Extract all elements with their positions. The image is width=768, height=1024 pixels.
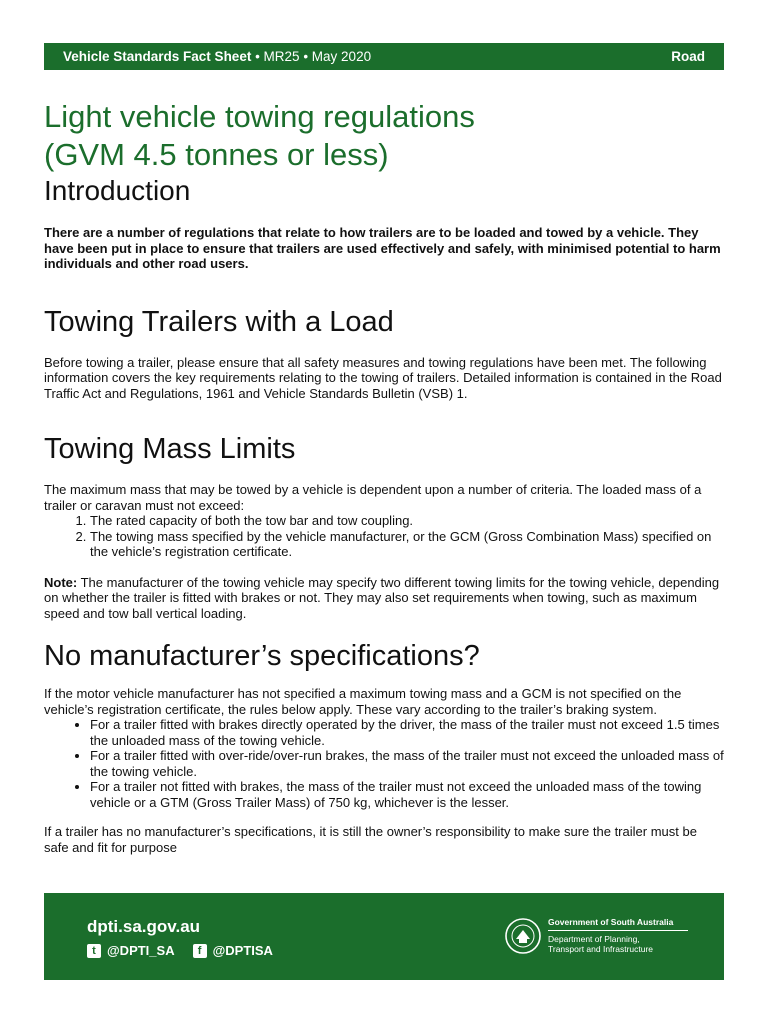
document-body (44, 98, 724, 855)
gov-name: Government of South Australia (548, 917, 688, 931)
dept-line-1: Department of Planning, (548, 934, 640, 944)
header-series (63, 49, 371, 64)
facebook-icon: f (193, 944, 207, 958)
towing-trailers-heading: Towing Trailers with a Load (44, 305, 394, 338)
no-specs-closing: If a trailer has no manufacturer’s specifications, it is still the owner’s responsibility to make sure the trailer must be safe and fit for purpose (44, 824, 697, 855)
note-text: The manufacturer of the towing vehicle may specify two different towing limits for the towing vehicle, depending on whether the trailer is fitted with brakes or not. They may also set requirements when towing, such as maximum speed and tow ball vertical loading. (44, 574, 720, 621)
no-specs-heading: No manufacturer’s specifications? (44, 640, 480, 672)
government-logo (504, 917, 688, 955)
intro-lead: There are a number of regulations that relate to how trailers are to be loaded and towed by a vehicle. They have been put in place to ensure that trailers are used effectively and safely, with minimised potential to harm individuals and other road users. (44, 225, 721, 271)
list-item: 1. The rated capacity of both the tow bar and tow coupling. (90, 513, 724, 529)
government-text (548, 917, 688, 954)
facebook-handle[interactable]: @DPTISA (212, 943, 273, 958)
list-item: • For a trailer not fitted with brakes, the mass of the trailer must not exceed the unloaded mass of the towing vehicle or a GTM (Gross Trailer Mass) of 750 kg, whichever is the lesser. (90, 779, 724, 810)
twitter-handle[interactable]: @DPTI_SA (107, 943, 175, 958)
sa-crest-icon (504, 917, 542, 955)
social-links (87, 943, 273, 958)
no-specs-body: If the motor vehicle manufacturer has not specified a maximum towing mass and a GCM is not specified on the vehicle’s registration certificate, the rules below apply. These vary according to the trailer’s braking system. (44, 686, 682, 717)
list-item: • For a trailer fitted with brakes directly operated by the driver, the mass of the trailer must not exceed 1.5 times the unloaded mass of the towing vehicle. (90, 717, 724, 748)
fact-sheet-header (44, 43, 724, 70)
dept-line-2: Transport and Infrastructure (548, 944, 654, 954)
list-item: 2. The towing mass specified by the vehicle manufacturer, or the GCM (Gross Combination Mass) specified on the vehicle’s registration certificate. (90, 529, 724, 560)
page-title (44, 98, 724, 174)
header-meta: • MR25 • May 2020 (251, 49, 372, 64)
twitter-icon: t (87, 944, 101, 958)
title-line-2: (GVM 4.5 tonnes or less) (44, 137, 389, 172)
intro-heading: Introduction (44, 175, 191, 206)
website-link[interactable]: dpti.sa.gov.au (87, 917, 201, 936)
header-series-title: Vehicle Standards Fact Sheet (63, 49, 252, 64)
footer-bar (44, 893, 724, 980)
mass-limits-body: The maximum mass that may be towed by a vehicle is dependent upon a number of criteria. The loaded mass of a trailer or caravan must not exceed: (44, 482, 702, 513)
header-category: Road (671, 49, 705, 64)
mass-limits-heading: Towing Mass Limits (44, 433, 296, 465)
list-item: • For a trailer fitted with over-ride/over-run brakes, the mass of the trailer must not exceed the unloaded mass of the towing vehicle. (90, 748, 724, 779)
note-label: Note: (44, 574, 78, 590)
mass-limits-list (44, 513, 724, 560)
no-specs-list (44, 717, 724, 810)
towing-trailers-body: Before towing a trailer, please ensure that all safety measures and towing regulations have been met. The following information covers the key requirements relating to the towing of trailers. Detailed information is contained in the Road Traffic Act and Regulations, 1961 and Vehicle Standards Bulletin (VSB) 1. (44, 354, 722, 401)
title-line-1: Light vehicle towing regulations (44, 99, 475, 134)
mass-limits-note (44, 575, 724, 622)
